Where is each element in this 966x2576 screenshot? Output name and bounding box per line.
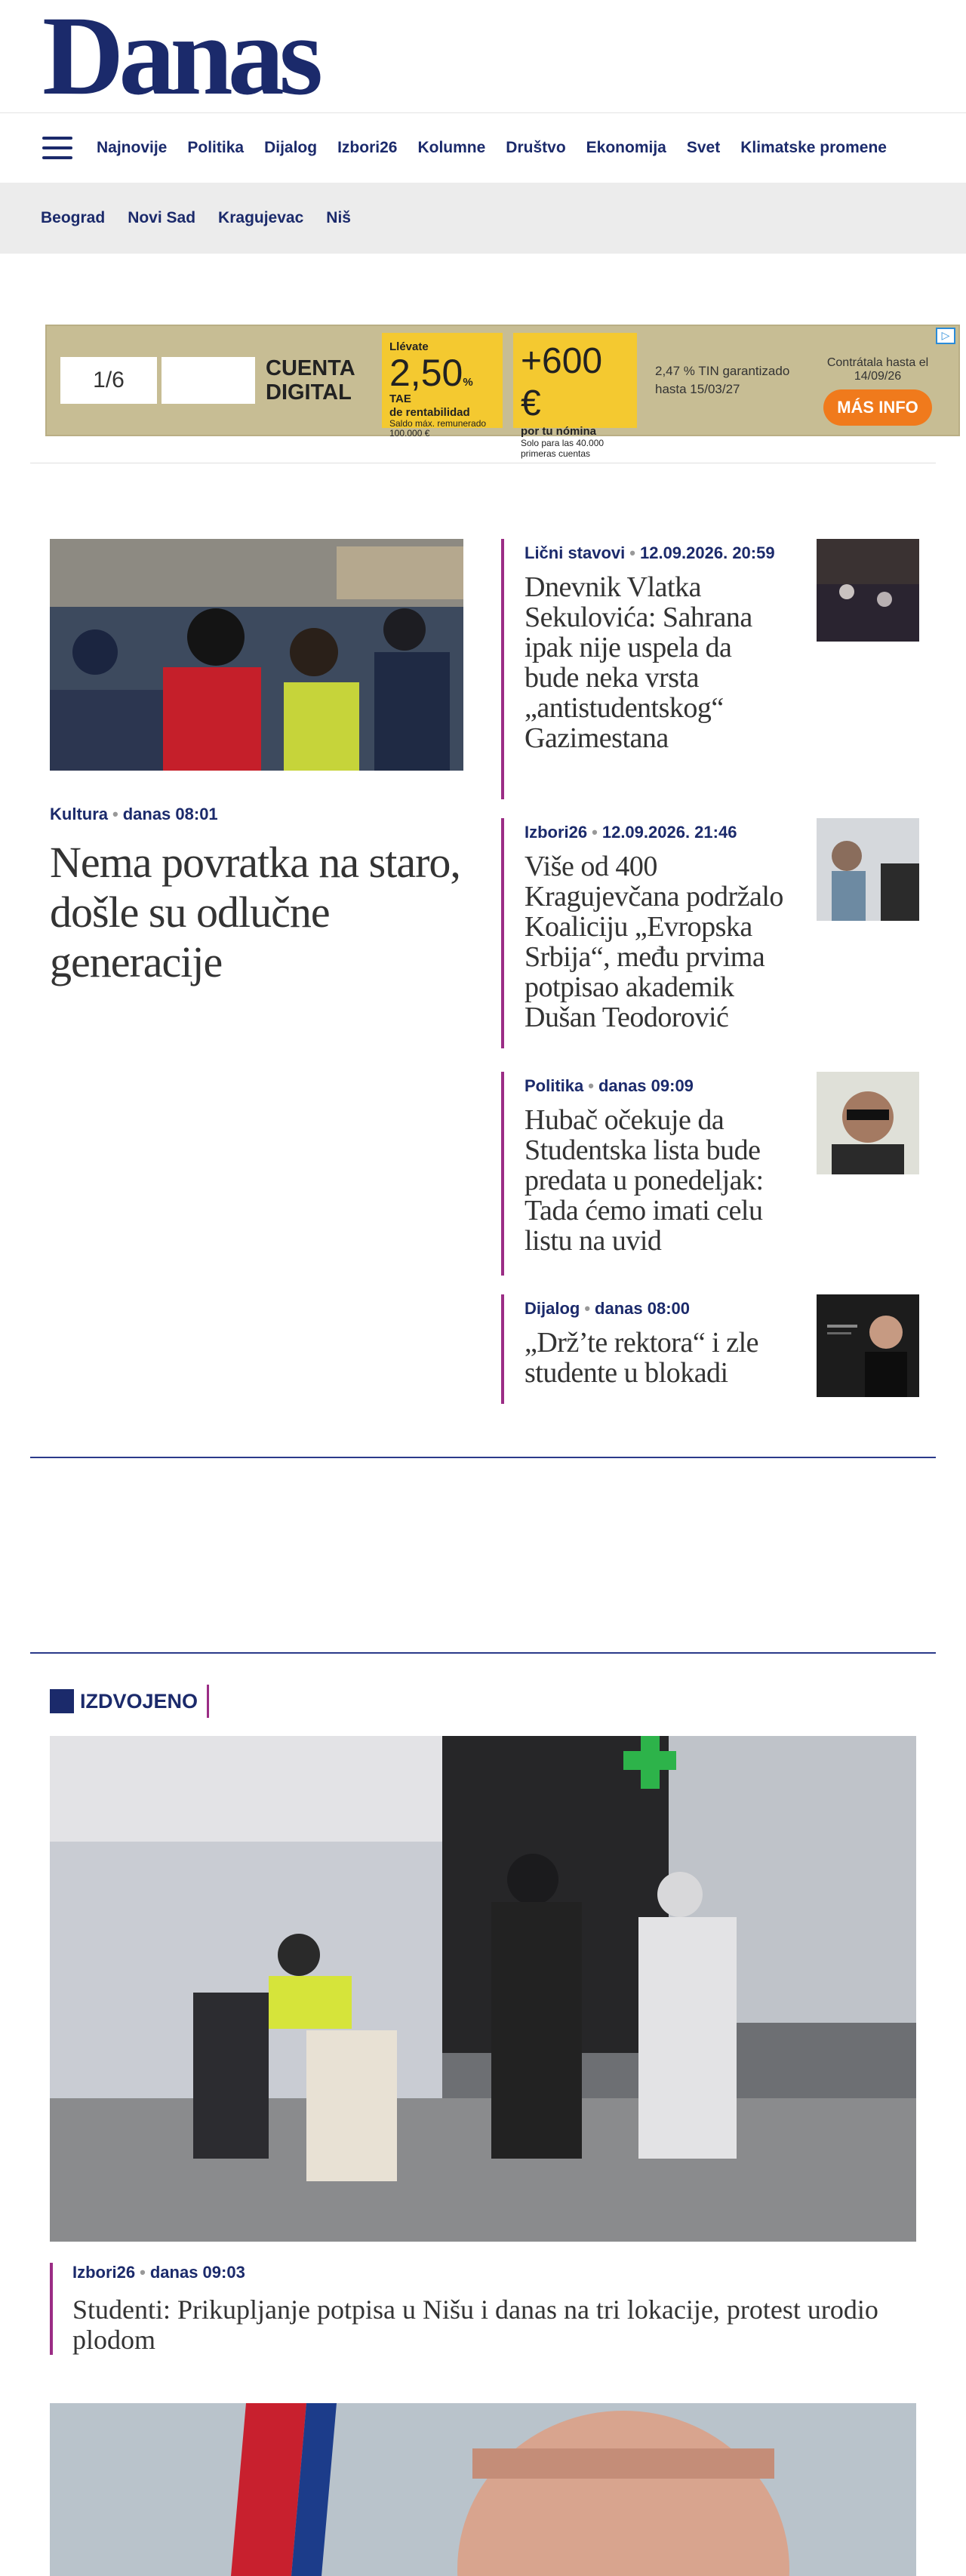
featured-title[interactable]: Studenti: Prikupljanje potpisa u Nišu i danas na tri lokacije, protest urodio plodom <box>72 2294 878 2355</box>
side-time: danas 08:00 <box>595 1299 691 1318</box>
side-thumbnail[interactable] <box>817 1294 919 1397</box>
nav-item-najnovije[interactable]: Najnovije <box>97 139 168 156</box>
divider <box>30 1457 936 1458</box>
ad-tin-text: 2,47 % TIN garantizado hasta 15/03/27 <box>655 364 790 396</box>
side-category[interactable]: Izbori26 <box>525 823 588 842</box>
side-time: 12.09.2026. 20:59 <box>639 543 775 562</box>
nav-item-drustvo[interactable]: Društvo <box>506 139 566 156</box>
section-label[interactable]: IZDVOJENO <box>80 1689 198 1713</box>
nav-item-svet[interactable]: Svet <box>686 139 721 156</box>
side-title[interactable]: „Drž’te rektora“ i zle studente u blokadi <box>525 1327 759 1389</box>
ad-rate-sub: de rentabilidad <box>389 406 470 419</box>
ad-counter: 1/6 <box>60 357 157 404</box>
city-item-beograd[interactable]: Beograd <box>41 209 106 226</box>
side-thumbnail[interactable] <box>817 818 919 921</box>
featured-article-image[interactable] <box>50 1736 916 2242</box>
featured-time: danas 09:03 <box>149 2263 245 2282</box>
ad-bonus-fine: Solo para las 40.000 primeras cuentas <box>521 438 605 459</box>
side-thumbnail[interactable] <box>817 1072 919 1174</box>
ad-choices-icon[interactable]: ▷ <box>936 328 955 344</box>
side-title[interactable]: Dnevnik Vlatka Sekulovića: Sahrana ipak nije uspela da bude neka vrsta „antistudentskog“ Gazimestana <box>525 571 752 754</box>
nav-item-klimatske-promene[interactable]: Klimatske promene <box>740 139 887 156</box>
side-time: danas 09:09 <box>598 1076 694 1095</box>
site-header <box>0 0 966 254</box>
ad-bonus-box <box>513 333 637 459</box>
lead-meta: Kultura • danas 08:01 <box>50 805 218 823</box>
section-square-icon <box>50 1689 74 1713</box>
ad-rate-unit: % TAE <box>389 376 473 405</box>
ad-rate-head: Llévate <box>389 340 429 353</box>
side-category[interactable]: Dijalog <box>525 1299 580 1318</box>
site-logo[interactable]: Danas <box>42 0 318 118</box>
ad-bonus-value: +600 € <box>521 341 603 423</box>
main-nav <box>0 113 966 183</box>
side-article[interactable]: Politika • danas 09:09 Hubač očekuje da Studentska lista bude predata u ponedeljak: Tada ćemo imati celu listu na uvid <box>501 1072 919 1276</box>
section-accent-bar <box>207 1685 209 1718</box>
side-time: 12.09.2026. 21:46 <box>601 823 737 842</box>
ad-brand-logo <box>806 335 949 356</box>
side-thumbnail[interactable] <box>817 539 919 642</box>
menu-icon[interactable] <box>42 137 72 159</box>
nav-item-ekonomija[interactable]: Ekonomija <box>586 139 666 156</box>
ad-cta-area <box>806 335 949 426</box>
ad-rate-fine: Saldo máx. remunerado 100.000 € <box>389 418 487 439</box>
ad-rate-value: 2,50 <box>389 352 463 394</box>
side-title[interactable]: Hubač očekuje da Studentska lista bude predata u ponedeljak: Tada ćemo imati celu listu na uvid <box>525 1104 764 1257</box>
side-category[interactable]: Politika <box>525 1076 584 1095</box>
ad-contract-text: Contrátala hasta el 14/09/26 <box>826 356 929 383</box>
ad-fineprint-box <box>162 357 255 404</box>
nav-item-dijalog[interactable]: Dijalog <box>264 139 318 156</box>
ad-rate-box <box>382 333 503 439</box>
ad-cuenta-label: CUENTA DIGITAL <box>266 356 355 405</box>
ad-more-info-button[interactable]: MÁS INFO <box>823 389 932 426</box>
nav-item-politika[interactable]: Politika <box>187 139 245 156</box>
city-item-novi-sad[interactable]: Novi Sad <box>128 209 196 226</box>
lead-title[interactable]: Nema povratka na staro, došle su odlučne generacije <box>50 838 460 986</box>
city-nav <box>0 183 966 254</box>
side-title[interactable]: Više od 400 Kragujevčana podržalo Koaliciju „Evropska Srbija“, među prvima potpisao akademik Dušan Teodorović <box>525 851 783 1033</box>
nav-item-izbori26[interactable]: Izbori26 <box>337 139 398 156</box>
side-article[interactable]: Izbori26 • 12.09.2026. 21:46 Više od 400 Kragujevčana podržalo Koaliciju „Evropska Srbija“, među prvima potpisao akademik Dušan Teodorović <box>501 818 919 1048</box>
divider <box>30 1652 936 1654</box>
city-item-kragujevac[interactable]: Kragujevac <box>218 209 304 226</box>
side-article[interactable]: Dijalog • danas 08:00 „Drž’te rektora“ i zle studente u blokadi <box>501 1294 919 1404</box>
featured-article-text[interactable]: Izbori26 • danas 09:03 Studenti: Prikupljanje potpisa u Nišu i danas na tri lokacije, protest urodio plodom <box>50 2263 916 2355</box>
lead-time: danas 08:01 <box>122 805 218 823</box>
banner-ad[interactable] <box>45 325 960 459</box>
logo-bar <box>0 0 966 118</box>
city-item-nis[interactable]: Niš <box>326 209 351 226</box>
second-featured-image[interactable] <box>50 2403 916 2576</box>
lead-article-image[interactable] <box>50 539 463 771</box>
side-category[interactable]: Lični stavovi <box>525 543 626 562</box>
section-header-izdvojeno <box>50 1685 209 1718</box>
lead-category[interactable]: Kultura <box>50 805 108 823</box>
ad-bonus-sub: por tu nómina <box>521 425 596 438</box>
side-article[interactable]: Lični stavovi • 12.09.2026. 20:59 Dnevnik Vlatka Sekulovića: Sahrana ipak nije uspela da bude neka vrsta „antistudentskog“ Gazimestana <box>501 539 919 799</box>
featured-category[interactable]: Izbori26 <box>72 2263 136 2282</box>
nav-item-kolumne[interactable]: Kolumne <box>417 139 486 156</box>
